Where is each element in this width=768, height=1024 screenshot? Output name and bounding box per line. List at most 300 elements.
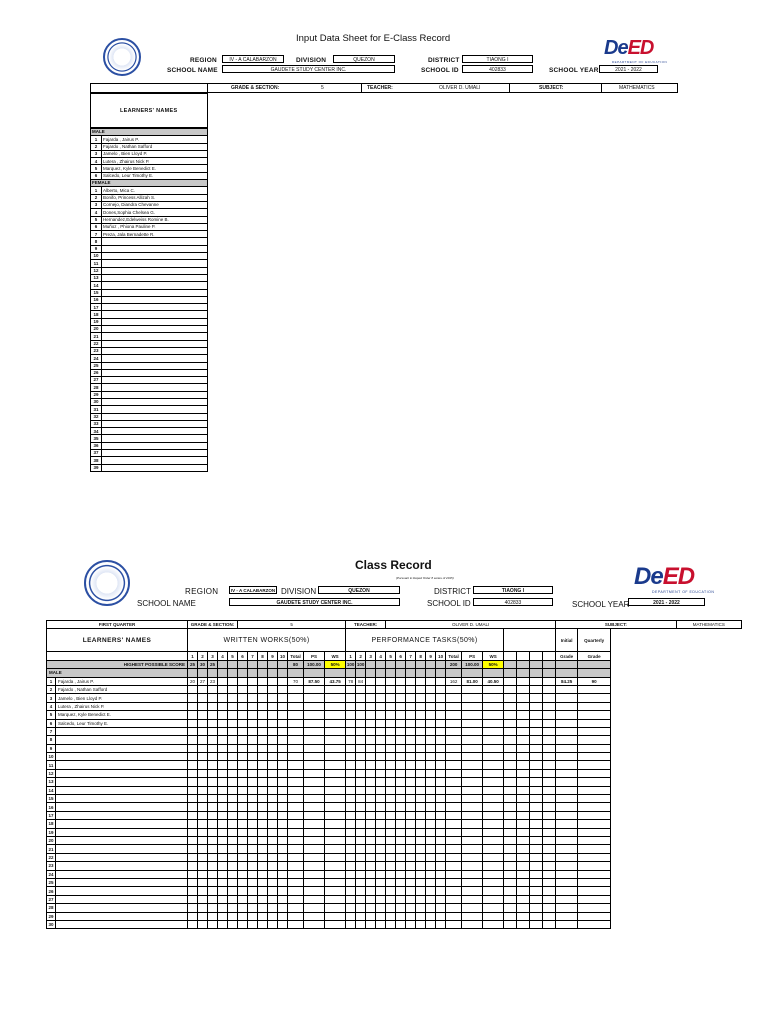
ww-score[interactable] xyxy=(218,853,228,861)
pt-score[interactable] xyxy=(406,820,416,828)
learner-name[interactable] xyxy=(102,398,208,405)
ww-score[interactable] xyxy=(238,878,248,886)
learner-name[interactable] xyxy=(102,340,208,347)
ww-score[interactable] xyxy=(258,845,268,853)
ww-score[interactable] xyxy=(238,912,248,920)
ww-score[interactable] xyxy=(238,920,248,928)
ww-score[interactable] xyxy=(238,828,248,836)
ww-score[interactable] xyxy=(248,702,258,710)
ww-score[interactable] xyxy=(208,761,218,769)
learner-name[interactable] xyxy=(102,318,208,325)
ww-score[interactable] xyxy=(228,778,238,786)
pt-score[interactable] xyxy=(426,862,436,870)
ww-score[interactable] xyxy=(248,753,258,761)
ww-score[interactable] xyxy=(248,811,258,819)
learner-name[interactable] xyxy=(102,267,208,274)
ww-score[interactable] xyxy=(268,845,278,853)
ww-score[interactable] xyxy=(188,904,198,912)
pt-score[interactable] xyxy=(376,685,386,693)
ww-score[interactable] xyxy=(188,711,198,719)
learner-name[interactable] xyxy=(102,245,208,252)
learner-name[interactable] xyxy=(56,820,188,828)
learner-name[interactable] xyxy=(102,435,208,442)
pt-score[interactable] xyxy=(346,811,356,819)
pt-score[interactable] xyxy=(406,769,416,777)
ww-score[interactable] xyxy=(228,694,238,702)
ww-score[interactable] xyxy=(228,761,238,769)
ww-score[interactable] xyxy=(228,744,238,752)
ww-score[interactable] xyxy=(258,786,268,794)
pt-score[interactable] xyxy=(376,836,386,844)
ww-score[interactable] xyxy=(268,711,278,719)
ww-score[interactable] xyxy=(198,836,208,844)
pt-score[interactable] xyxy=(346,878,356,886)
ww-score[interactable] xyxy=(198,895,208,903)
ww-score[interactable] xyxy=(268,744,278,752)
teacher-value[interactable]: OLIVER D. UMALI xyxy=(439,85,481,91)
pt-score[interactable] xyxy=(436,820,446,828)
ww-score[interactable] xyxy=(268,685,278,693)
ww-score[interactable] xyxy=(268,702,278,710)
learner-name[interactable] xyxy=(102,304,208,311)
pt-score[interactable] xyxy=(416,912,426,920)
learner-name[interactable] xyxy=(56,778,188,786)
pt-score[interactable] xyxy=(366,904,376,912)
ww-score[interactable] xyxy=(278,769,288,777)
pt-score[interactable] xyxy=(356,870,366,878)
pt-score[interactable] xyxy=(376,853,386,861)
pt-score[interactable] xyxy=(356,904,366,912)
learner-name[interactable]: Fajardo , Nathan Safford xyxy=(56,685,188,693)
ww-score[interactable] xyxy=(218,895,228,903)
ww-score[interactable] xyxy=(258,912,268,920)
ww-score[interactable] xyxy=(198,727,208,735)
cr-school-year-field[interactable]: 2021 - 2022 xyxy=(628,598,705,606)
pt-score[interactable] xyxy=(376,904,386,912)
ww-score[interactable] xyxy=(248,694,258,702)
ww-score[interactable] xyxy=(278,786,288,794)
pt-score[interactable] xyxy=(376,803,386,811)
ww-score[interactable] xyxy=(258,711,268,719)
pt-score[interactable] xyxy=(416,811,426,819)
pt-score[interactable] xyxy=(436,920,446,928)
ww-score[interactable] xyxy=(228,912,238,920)
hps-pt-score[interactable] xyxy=(386,660,396,668)
ww-score[interactable] xyxy=(198,753,208,761)
pt-score[interactable] xyxy=(416,795,426,803)
ww-score[interactable] xyxy=(208,719,218,727)
ww-score[interactable] xyxy=(248,761,258,769)
ww-score[interactable] xyxy=(198,685,208,693)
pt-score[interactable] xyxy=(436,719,446,727)
learner-name[interactable] xyxy=(102,420,208,427)
ww-score[interactable] xyxy=(248,786,258,794)
ww-score[interactable] xyxy=(188,719,198,727)
pt-score[interactable] xyxy=(396,878,406,886)
ww-score[interactable] xyxy=(258,811,268,819)
ww-score[interactable] xyxy=(188,887,198,895)
ww-score[interactable] xyxy=(278,795,288,803)
ww-score[interactable] xyxy=(218,836,228,844)
pt-score[interactable] xyxy=(346,761,356,769)
ww-score[interactable] xyxy=(258,694,268,702)
pt-score[interactable] xyxy=(436,803,446,811)
ww-score[interactable] xyxy=(248,744,258,752)
pt-score[interactable] xyxy=(386,895,396,903)
pt-score[interactable] xyxy=(416,727,426,735)
ww-score[interactable] xyxy=(278,744,288,752)
hps-ww-score[interactable]: 30 xyxy=(198,660,208,668)
learner-name[interactable] xyxy=(102,289,208,296)
pt-score[interactable] xyxy=(436,711,446,719)
ww-score[interactable] xyxy=(188,736,198,744)
ww-score[interactable] xyxy=(218,920,228,928)
ww-score[interactable] xyxy=(208,887,218,895)
ww-score[interactable] xyxy=(268,887,278,895)
pt-score[interactable] xyxy=(376,753,386,761)
pt-score[interactable] xyxy=(396,920,406,928)
ww-score[interactable] xyxy=(188,845,198,853)
ww-score[interactable] xyxy=(258,904,268,912)
pt-score[interactable] xyxy=(376,719,386,727)
pt-score[interactable] xyxy=(426,761,436,769)
learner-name[interactable] xyxy=(56,744,188,752)
ww-score[interactable] xyxy=(208,702,218,710)
ww-score[interactable] xyxy=(258,820,268,828)
ww-score[interactable] xyxy=(228,811,238,819)
learner-name[interactable]: Lutera , Zhairus Nick P. xyxy=(56,702,188,710)
pt-score[interactable] xyxy=(426,795,436,803)
ww-score[interactable] xyxy=(248,845,258,853)
ww-score[interactable] xyxy=(248,895,258,903)
ww-score[interactable] xyxy=(268,753,278,761)
pt-score[interactable] xyxy=(406,736,416,744)
pt-score[interactable] xyxy=(436,862,446,870)
grade-section-value[interactable]: 5 xyxy=(321,85,324,91)
ww-score[interactable] xyxy=(208,685,218,693)
ww-score[interactable] xyxy=(208,778,218,786)
pt-score[interactable]: 84 xyxy=(356,677,366,685)
ww-score[interactable] xyxy=(258,870,268,878)
ww-score[interactable] xyxy=(218,677,228,685)
pt-score[interactable] xyxy=(356,836,366,844)
pt-score[interactable] xyxy=(356,845,366,853)
pt-score[interactable] xyxy=(426,811,436,819)
ww-score[interactable] xyxy=(238,769,248,777)
pt-score[interactable] xyxy=(386,853,396,861)
ww-score[interactable] xyxy=(268,736,278,744)
pt-score[interactable] xyxy=(356,761,366,769)
pt-score[interactable] xyxy=(436,845,446,853)
ww-score[interactable] xyxy=(278,828,288,836)
ww-score[interactable] xyxy=(188,685,198,693)
pt-score[interactable] xyxy=(426,786,436,794)
ww-score[interactable] xyxy=(208,744,218,752)
learner-name[interactable] xyxy=(102,450,208,457)
pt-score[interactable] xyxy=(406,711,416,719)
ww-score[interactable] xyxy=(268,786,278,794)
pt-score[interactable] xyxy=(376,878,386,886)
pt-score[interactable] xyxy=(346,786,356,794)
ww-score[interactable] xyxy=(198,920,208,928)
pt-score[interactable] xyxy=(386,694,396,702)
cr-division-field[interactable]: QUEZON xyxy=(318,586,400,594)
pt-score[interactable] xyxy=(346,836,356,844)
pt-score[interactable] xyxy=(406,694,416,702)
ww-score[interactable] xyxy=(208,711,218,719)
hps-ww-score[interactable] xyxy=(278,660,288,668)
ww-score[interactable] xyxy=(228,920,238,928)
learner-name[interactable]: Salcedo, Leur Timothy E. xyxy=(56,719,188,727)
pt-score[interactable] xyxy=(346,702,356,710)
pt-score[interactable] xyxy=(376,845,386,853)
pt-score[interactable] xyxy=(426,887,436,895)
ww-score[interactable] xyxy=(228,685,238,693)
ww-score[interactable] xyxy=(248,711,258,719)
ww-score[interactable] xyxy=(188,920,198,928)
pt-score[interactable] xyxy=(366,795,376,803)
pt-score[interactable] xyxy=(426,904,436,912)
ww-score[interactable] xyxy=(188,727,198,735)
pt-score[interactable] xyxy=(436,702,446,710)
ww-score[interactable] xyxy=(268,719,278,727)
learner-name[interactable] xyxy=(102,296,208,303)
pt-score[interactable] xyxy=(366,920,376,928)
learner-name[interactable] xyxy=(56,786,188,794)
ww-score[interactable] xyxy=(238,895,248,903)
pt-score[interactable] xyxy=(436,685,446,693)
pt-score[interactable] xyxy=(346,887,356,895)
pt-score[interactable] xyxy=(416,736,426,744)
pt-score[interactable] xyxy=(366,912,376,920)
pt-score[interactable] xyxy=(376,920,386,928)
pt-score[interactable] xyxy=(346,685,356,693)
ww-score[interactable] xyxy=(258,836,268,844)
pt-score[interactable] xyxy=(386,862,396,870)
ww-score[interactable] xyxy=(238,685,248,693)
ww-score[interactable] xyxy=(248,920,258,928)
ww-score[interactable] xyxy=(218,904,228,912)
ww-score[interactable] xyxy=(248,719,258,727)
ww-score[interactable] xyxy=(218,803,228,811)
pt-score[interactable] xyxy=(436,769,446,777)
ww-score[interactable] xyxy=(208,753,218,761)
hps-pt-score[interactable]: 100 xyxy=(346,661,355,667)
pt-score[interactable] xyxy=(406,744,416,752)
pt-score[interactable] xyxy=(416,711,426,719)
learner-name[interactable]: Fajarda , Jairus P. xyxy=(56,677,188,685)
pt-score[interactable] xyxy=(396,845,406,853)
ww-score[interactable] xyxy=(238,887,248,895)
pt-score[interactable] xyxy=(426,895,436,903)
pt-score[interactable] xyxy=(416,803,426,811)
ww-score[interactable] xyxy=(188,778,198,786)
pt-score[interactable] xyxy=(376,677,386,685)
learner-name[interactable]: Marquez, Kyle Benedict E. xyxy=(56,711,188,719)
pt-score[interactable] xyxy=(396,711,406,719)
pt-score[interactable] xyxy=(416,744,426,752)
ww-score[interactable] xyxy=(228,711,238,719)
ww-score[interactable] xyxy=(248,803,258,811)
ww-score[interactable] xyxy=(238,719,248,727)
pt-score[interactable] xyxy=(436,694,446,702)
ww-score[interactable] xyxy=(268,811,278,819)
pt-score[interactable] xyxy=(396,912,406,920)
pt-score[interactable] xyxy=(356,803,366,811)
pt-score[interactable] xyxy=(376,786,386,794)
ww-score[interactable] xyxy=(188,753,198,761)
ww-score[interactable] xyxy=(258,853,268,861)
pt-score[interactable] xyxy=(396,761,406,769)
pt-score[interactable] xyxy=(436,828,446,836)
pt-score[interactable] xyxy=(396,828,406,836)
ww-score[interactable] xyxy=(198,904,208,912)
cr-school-id-field[interactable]: 402833 xyxy=(473,598,553,606)
pt-score[interactable] xyxy=(376,895,386,903)
ww-score[interactable] xyxy=(238,786,248,794)
pt-score[interactable] xyxy=(386,727,396,735)
ww-score[interactable] xyxy=(248,736,258,744)
learner-name[interactable]: Jamelo , Bien Lloyd P. xyxy=(56,694,188,702)
ww-score[interactable] xyxy=(248,870,258,878)
pt-score[interactable] xyxy=(406,803,416,811)
ww-score[interactable] xyxy=(218,727,228,735)
ww-score[interactable] xyxy=(278,685,288,693)
learner-name[interactable]: Muñoz , Phiona Pauline P. xyxy=(102,223,208,230)
pt-score[interactable] xyxy=(356,727,366,735)
ww-score[interactable] xyxy=(208,836,218,844)
ww-score[interactable] xyxy=(228,820,238,828)
grade-section-value[interactable]: 5 xyxy=(238,621,346,629)
ww-score[interactable] xyxy=(228,870,238,878)
ww-score[interactable] xyxy=(198,711,208,719)
ww-score[interactable] xyxy=(258,702,268,710)
hps-pt-score[interactable]: 100 xyxy=(356,661,365,667)
ww-score[interactable] xyxy=(188,811,198,819)
learner-name[interactable] xyxy=(102,333,208,340)
pt-score[interactable] xyxy=(366,811,376,819)
ww-score[interactable] xyxy=(268,694,278,702)
pt-score[interactable] xyxy=(356,685,366,693)
pt-score[interactable] xyxy=(416,786,426,794)
pt-score[interactable] xyxy=(406,761,416,769)
ww-score[interactable] xyxy=(238,744,248,752)
ww-score[interactable] xyxy=(188,761,198,769)
school-id-field[interactable]: 402833 xyxy=(462,65,533,73)
ww-score[interactable] xyxy=(208,820,218,828)
learner-name[interactable] xyxy=(56,811,188,819)
ww-score[interactable] xyxy=(218,820,228,828)
ww-score[interactable] xyxy=(188,769,198,777)
pt-score[interactable] xyxy=(436,853,446,861)
ww-score[interactable] xyxy=(278,912,288,920)
ww-score[interactable]: 27 xyxy=(198,677,208,685)
pt-score[interactable] xyxy=(396,719,406,727)
ww-score[interactable] xyxy=(208,694,218,702)
pt-score[interactable] xyxy=(356,828,366,836)
ww-score[interactable] xyxy=(278,736,288,744)
pt-score[interactable] xyxy=(426,778,436,786)
pt-score[interactable] xyxy=(376,820,386,828)
pt-score[interactable] xyxy=(346,828,356,836)
ww-score[interactable] xyxy=(228,803,238,811)
ww-score[interactable] xyxy=(198,862,208,870)
learner-name[interactable] xyxy=(102,311,208,318)
pt-score[interactable] xyxy=(366,803,376,811)
pt-score[interactable] xyxy=(406,912,416,920)
learner-name[interactable] xyxy=(56,795,188,803)
pt-score[interactable] xyxy=(386,820,396,828)
ww-score[interactable] xyxy=(258,795,268,803)
pt-score[interactable] xyxy=(416,878,426,886)
pt-score[interactable] xyxy=(406,786,416,794)
pt-score[interactable] xyxy=(406,828,416,836)
ww-score[interactable] xyxy=(258,685,268,693)
ww-score[interactable] xyxy=(278,677,288,685)
cr-district-field[interactable]: TIAONG I xyxy=(473,586,553,594)
ww-score[interactable] xyxy=(198,845,208,853)
pt-score[interactable] xyxy=(406,862,416,870)
ww-score[interactable] xyxy=(278,778,288,786)
learner-name[interactable] xyxy=(102,369,208,376)
ww-score[interactable] xyxy=(268,895,278,903)
pt-score[interactable] xyxy=(396,870,406,878)
pt-score[interactable] xyxy=(356,736,366,744)
ww-score[interactable] xyxy=(268,761,278,769)
pt-score[interactable] xyxy=(436,904,446,912)
ww-score[interactable] xyxy=(208,895,218,903)
ww-score[interactable] xyxy=(198,878,208,886)
learner-name[interactable] xyxy=(56,878,188,886)
pt-score[interactable] xyxy=(436,912,446,920)
pt-score[interactable] xyxy=(346,803,356,811)
learner-name[interactable]: Lutera , Zhairus Nick P. xyxy=(102,158,208,165)
pt-score[interactable] xyxy=(436,870,446,878)
learner-name[interactable] xyxy=(56,853,188,861)
learner-name[interactable] xyxy=(56,736,188,744)
pt-score[interactable] xyxy=(366,786,376,794)
ww-score[interactable] xyxy=(278,836,288,844)
pt-score[interactable] xyxy=(396,904,406,912)
ww-score[interactable] xyxy=(278,811,288,819)
pt-score[interactable] xyxy=(396,803,406,811)
ww-score[interactable] xyxy=(248,820,258,828)
pt-score[interactable] xyxy=(416,895,426,903)
pt-score[interactable] xyxy=(436,753,446,761)
ww-score[interactable] xyxy=(278,820,288,828)
ww-score[interactable] xyxy=(228,736,238,744)
learner-name[interactable] xyxy=(102,326,208,333)
ww-score[interactable] xyxy=(188,853,198,861)
ww-score[interactable] xyxy=(198,853,208,861)
pt-score[interactable] xyxy=(436,786,446,794)
ww-score[interactable] xyxy=(198,820,208,828)
ww-score[interactable] xyxy=(228,769,238,777)
ww-score[interactable] xyxy=(228,753,238,761)
ww-score[interactable] xyxy=(188,786,198,794)
ww-score[interactable] xyxy=(268,836,278,844)
pt-score[interactable] xyxy=(406,719,416,727)
pt-score[interactable] xyxy=(386,912,396,920)
pt-score[interactable] xyxy=(396,862,406,870)
ww-score[interactable] xyxy=(188,795,198,803)
pt-score[interactable] xyxy=(346,862,356,870)
ww-score[interactable] xyxy=(258,778,268,786)
pt-score[interactable] xyxy=(366,702,376,710)
learner-name[interactable]: Cornejo, Diandra Chevanne xyxy=(102,201,208,208)
ww-score[interactable] xyxy=(238,694,248,702)
hps-ww-score[interactable]: 25 xyxy=(208,660,218,668)
